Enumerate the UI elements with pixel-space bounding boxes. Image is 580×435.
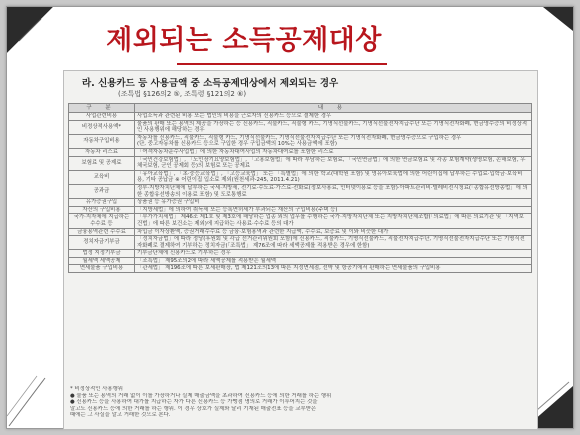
row-description <box>135 265 532 273</box>
row-description-line: 「관세법」 제196조에 따른 보세판매장, 법 제121조의13에 따른 지정면세점, 선박 및 항공기에서 판매하는 면세물품의 구입비용 <box>137 265 441 272</box>
row-description <box>135 134 532 148</box>
title-container <box>99 15 389 59</box>
corner-decoration-top-right <box>533 7 573 37</box>
table-row <box>69 228 532 236</box>
table-row <box>69 156 532 170</box>
row-description-line: 「부가가치세법」 제46조 제1호 및 제3호에 해당하는 업종 외의 업무를 수행하는 국가·지방자치단체 또는 지방자치단체조합(「의료법」에 따른 의료기관 및 「지역보건법」에 따른 보건소는 제외)에 지급하는 사용료·수수료 등의 대가 <box>137 214 524 227</box>
table-row <box>69 134 532 148</box>
row-description-line: 「지방세법」에 의하여 취득세 또는 등록면허세가 부과되는 재산의 구입비용(주택 등) <box>137 206 338 213</box>
table-row <box>69 199 532 207</box>
row-description <box>135 199 532 207</box>
row-description-line: 「국민건강보험법」, 「노인장기요양보험법」, 「고용보험법」에 따라 부담하는 보험료, 「국민연금법」에 의한 연금보험료 및 각종 보험계약(생명보험, 손해보험, 우체국보험, 군인 공제회 등)의 보험료 또는 공제료 <box>137 156 526 170</box>
row-description <box>135 257 532 265</box>
row-category: 공과금 <box>69 184 135 198</box>
row-category: 국가·지자체에 지급하는 수수료 등 <box>69 214 135 228</box>
footnote-line: ● 물품 또는 용역의 거래 없이 이를 가장하거나 실제 매출금액을 초과하여 신용카드 등에 의한 거래를 하는 행위 <box>70 392 332 399</box>
row-description-line: 기부금단체에 신용카드로 기부하는 경우 <box>137 250 231 257</box>
table-row <box>69 214 532 228</box>
table-row <box>69 120 532 134</box>
table-row <box>69 206 532 214</box>
row-description <box>135 120 532 134</box>
row-category: 면세물품 구입비용 <box>69 265 135 273</box>
row-category: 교육비 <box>69 170 135 184</box>
row-description-line: 물품의 판매 또는 용역의 제공을 가장하는 등 신용카드, 직불카드, 직불형 카드, 기명식선불카드, 기명식선불전자지급수단 또는 기명식전자화폐, 현금영수증의 비정상적인 사용행위에 해당하는 경우 <box>137 120 528 134</box>
row-description <box>135 148 532 156</box>
exclusion-table <box>68 103 532 273</box>
row-category: 보험료 및 공제료 <box>69 156 135 170</box>
footnote-line: ● 신용카드 등을 사용하여 대가를 지급하는 자가 다른 신용카드 등 가맹점 명의로 거래가 이루어지는 것을 <box>70 399 318 406</box>
column-header-content: 내 용 <box>135 104 532 113</box>
table-row <box>69 250 532 258</box>
row-category: 월세액 세액공제 <box>69 257 135 265</box>
scanned-document <box>63 70 538 430</box>
row-category: 사업관련비용 <box>69 113 135 121</box>
footnote-line: * 비정상적인 사용행위 <box>70 386 123 392</box>
row-description <box>135 236 532 250</box>
row-category: 금융용역관련 수수료 <box>69 228 135 236</box>
corner-decoration-bottom-left <box>7 368 47 428</box>
row-description <box>135 184 532 198</box>
footnote-line: 알고도 신용카드 등에 의한 거래를 하는 행위. 이 경우 상호가 실제와 달리 기재된 매출전표 등을 교부받은 <box>70 405 317 412</box>
table-row <box>69 113 532 121</box>
table-row <box>69 257 532 265</box>
row-description <box>135 214 532 228</box>
row-description-line: 「유아교육법」, 「초·중등교육법」, 「고등교육법」 또는 「특별법」에 의한 학교(대학원 포함) 및 영유아보육법에 의한 어린이집에 납부하는 수업료·입학금·보육비용, 기타 공납금 ※ 어린이집 입소료 제외(원천세과-245, 2011.4.21) <box>137 170 523 184</box>
row-category: 자동차구입비용 <box>69 134 135 148</box>
table-body <box>69 113 532 273</box>
row-description <box>135 156 532 170</box>
table-row <box>69 184 532 198</box>
row-description-line: 「정치자금법」에 따라 정당(후원회 및 각급 선거관리위원회 포함)에 신용카드, 직불카드, 기명식선불카드, 직불전자지급수단, 기명식선불전자지급수단 또는 기명식전자화폐로 결제하여 기부하는 정치자금(「조특법」 제76조에 따라 세액공제를 적용받은 경우에 한함) <box>137 236 525 249</box>
table-row <box>69 265 532 273</box>
document-subheading: (조특법 §126의2 ⑤, 조특령 §121의2 ⑥) <box>118 90 247 98</box>
row-description-line: (단, 중고자동차를 신용카드 등으로 구입한 경우 구입금액의 10%는 사용금액에 포함) <box>137 141 337 148</box>
row-description <box>135 206 532 214</box>
row-category: 정치자금기부금 <box>69 236 135 250</box>
footnotes <box>70 386 530 419</box>
row-category: 자산의 구입비용 <box>69 206 135 214</box>
row-description-line: 자동차를 신용카드, 직불카드, 직불형 카드, 기명식선불카드, 기명식선불전자지급수단 또는 기명식전자화폐, 현금영수증으로 구입하는 경우 <box>137 134 462 141</box>
row-description-line: 「조특법」 제95조의2에 따라 세액공제를 적용받은 월세액 <box>137 257 276 264</box>
row-description-line: 「여객자동차운수사업법」에 의한 자동차대여사업의 자동차대여료를 포함한 리스료 <box>137 148 334 155</box>
table-row <box>69 170 532 184</box>
row-category: 유가증권구입 <box>69 199 135 207</box>
row-description <box>135 228 532 236</box>
row-description <box>135 113 532 121</box>
title-underline <box>177 63 387 65</box>
row-description-line: 상품권 등 유가증권 구입비 <box>137 199 200 206</box>
row-description-line: 사업소득과 관련된 비용 또는 법인의 비용을 근로자의 신용카드 등으로 결제한 경우 <box>137 113 332 119</box>
row-description <box>135 250 532 258</box>
footnote-line: 때에는 그 사실을 알고 거래한 것으로 본다. <box>70 412 171 419</box>
table-row <box>69 236 532 250</box>
corner-decoration-top-left <box>7 7 67 67</box>
row-description <box>135 170 532 184</box>
slide-title: 제외되는 소득공제대상 <box>106 24 382 56</box>
document-heading: 라. 신용카드 등 사용금액 중 소득공제대상에서 제외되는 경우 <box>82 78 339 89</box>
row-description-line: 차입금 이자상환액, 증권거래수수료 등 금융·보험용역과 관련한 지급액, 수수료, 보증료 및 이와 비슷한 대가 <box>137 228 389 235</box>
column-header-category: 구 분 <box>69 104 135 113</box>
table-row <box>69 148 532 156</box>
row-category: 법정 지정기부금 <box>69 250 135 258</box>
slide <box>6 6 574 429</box>
table-header-row <box>69 104 532 113</box>
row-category: 비정상적사용액* <box>69 120 135 134</box>
row-category: 자동차 리스료 <box>69 148 135 156</box>
row-description-line: 정부·지방자치단체에 납부하는 국세·지방세, 전기료·수도료·가스료·전화료(정보사용료, 인터넷이용료 등을 포함)·아파트관리비·텔레비전시청료(「종합유선방송법」에 의한 종합유선방송의 이용료 포함) 및 도로통행료 <box>137 184 528 198</box>
